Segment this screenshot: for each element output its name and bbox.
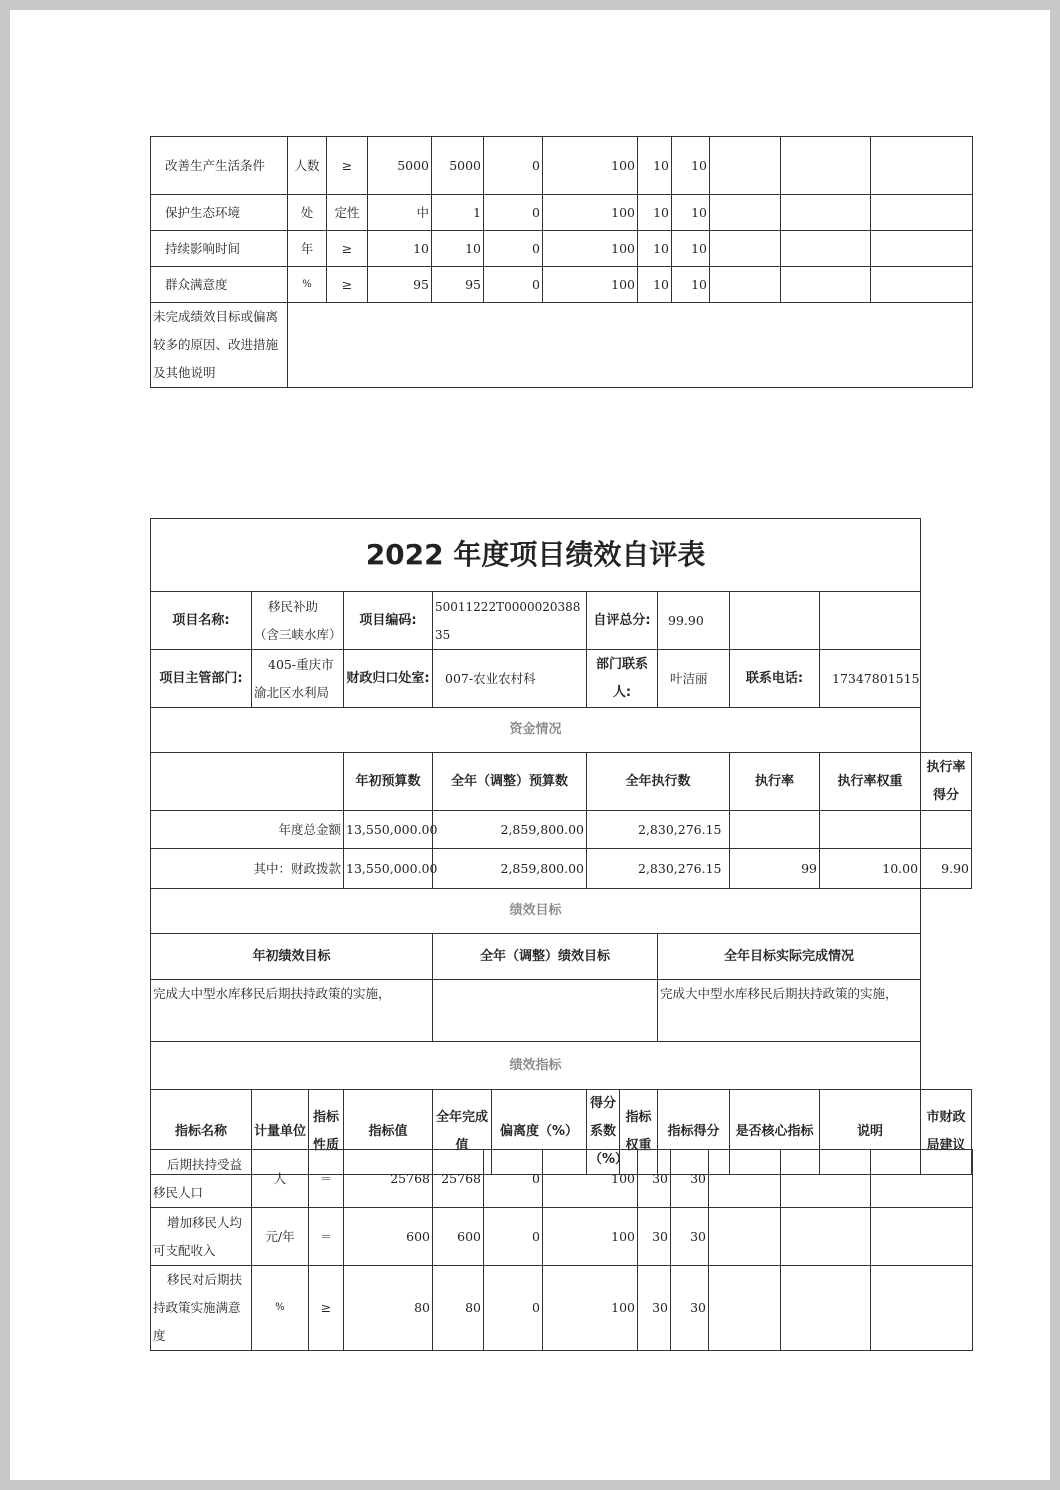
indicator-note: [781, 1150, 871, 1208]
funds-header: 执行率: [730, 753, 820, 811]
indicator-header: 指标性质: [309, 1090, 344, 1175]
indicator-nature: ≥: [327, 267, 368, 303]
dept-info-row: [151, 650, 972, 708]
funds-header: 执行率权重: [820, 753, 921, 811]
funds-section-heading: 资金情况: [151, 708, 921, 753]
indicator-score: 10: [672, 231, 710, 267]
indicator-header: 指标权重: [620, 1090, 658, 1175]
dept-label: 项目主管部门:: [151, 650, 252, 708]
indicator-deviation: 0: [484, 137, 543, 195]
indicator-target: 25768: [344, 1150, 433, 1208]
total-score-label: 自评总分:: [587, 592, 658, 650]
indicator-note: [781, 1208, 871, 1266]
indicator-name: 群众满意度: [151, 267, 288, 303]
indicator-score: 30: [671, 1208, 709, 1266]
evaluation-table: [150, 518, 972, 1175]
indicator-weight: 30: [638, 1208, 671, 1266]
funds-executed: 2,830,276.15: [587, 849, 730, 889]
indicator-suggestion: [871, 137, 973, 195]
indicators-section-heading: 绩效指标: [151, 1042, 921, 1090]
funds-budget: 13,550,000.00: [344, 811, 433, 849]
indicator-weight: 10: [638, 231, 672, 267]
indicator-header: 说明: [820, 1090, 921, 1175]
indicator-core: [709, 1266, 781, 1351]
funds-executed: 2,830,276.15: [587, 811, 730, 849]
funds-budget: 13,550,000.00: [344, 849, 433, 889]
project-name-label: 项目名称:: [151, 592, 252, 650]
indicator-weight: 30: [638, 1266, 671, 1351]
indicator-suggestion: [871, 1266, 973, 1351]
indicator-coef: 100: [543, 195, 638, 231]
finance-label: 财政归口处室:: [344, 650, 433, 708]
goals-content-row: [151, 980, 972, 1042]
indicator-deviation: 0: [484, 195, 543, 231]
indicator-deviation: 0: [484, 1266, 543, 1351]
indicator-core: [710, 267, 781, 303]
indicator-name: 改善生产生活条件: [151, 137, 288, 195]
funds-adjusted: 2,859,800.00: [433, 811, 587, 849]
funds-row-label: 其中：财政拨款: [151, 849, 344, 889]
goal-actual: 完成大中型水库移民后期扶持政策的实施，: [658, 980, 921, 1042]
indicator-weight: 10: [638, 137, 672, 195]
indicators-section-row: [151, 1042, 972, 1090]
funds-rate: 99: [730, 849, 820, 889]
phone-value: 17347801515: [820, 650, 921, 708]
indicator-name: 增加移民人均可支配收入: [151, 1208, 252, 1266]
table-row: [151, 1266, 973, 1351]
total-score-value: 99.90: [658, 592, 730, 650]
funds-header: 执行率得分: [921, 753, 972, 811]
indicator-score: 10: [672, 137, 710, 195]
indicator-nature: ＝: [309, 1208, 344, 1266]
indicator-actual: 10: [432, 231, 484, 267]
funds-section-row: [151, 708, 972, 753]
indicator-target: 中: [368, 195, 432, 231]
page-title: 2022 年度项目绩效自评表: [151, 519, 921, 592]
funds-score: 9.90: [921, 849, 972, 889]
indicator-coef: 100: [543, 1266, 638, 1351]
indicator-actual: 1: [432, 195, 484, 231]
indicator-actual: 5000: [432, 137, 484, 195]
indicator-core: [709, 1208, 781, 1266]
phone-label: 联系电话:: [730, 650, 820, 708]
indicator-unit: 人: [252, 1150, 309, 1208]
indicator-header: 指标值: [344, 1090, 433, 1175]
dept-value: 405-重庆市渝北区水利局: [252, 650, 344, 708]
indicator-deviation: 0: [484, 1208, 543, 1266]
indicator-suggestion: [871, 231, 973, 267]
indicator-unit: 元/年: [252, 1208, 309, 1266]
funds-row-label: 年度总金额: [151, 811, 344, 849]
funds-weight: 10.00: [820, 849, 921, 889]
funds-adjusted: 2,859,800.00: [433, 849, 587, 889]
funds-weight: [820, 811, 921, 849]
indicator-weight: 10: [638, 267, 672, 303]
indicator-header: 计量单位: [252, 1090, 309, 1175]
indicator-score: 10: [672, 195, 710, 231]
indicator-unit: %: [288, 267, 327, 303]
indicator-coef: 100: [543, 1208, 638, 1266]
funds-row: [151, 811, 972, 849]
indicator-suggestion: [871, 195, 973, 231]
goals-header: 年初绩效目标: [151, 934, 433, 980]
indicator-weight: 30: [638, 1150, 671, 1208]
indicator-score: 30: [671, 1266, 709, 1351]
goal-adjusted: [433, 980, 658, 1042]
project-code-label: 项目编码:: [344, 592, 433, 650]
indicator-target: 5000: [368, 137, 432, 195]
goals-header: 全年目标实际完成情况: [658, 934, 921, 980]
funds-row: [151, 849, 972, 889]
indicator-deviation: 0: [484, 1150, 543, 1208]
indicator-actual: 95: [432, 267, 484, 303]
indicator-target: 80: [344, 1266, 433, 1351]
finance-value: 007-农业农村科: [433, 650, 587, 708]
indicator-suggestion: [871, 1208, 973, 1266]
remark-label: 未完成绩效目标或偏离较多的原因、改进措施及其他说明: [151, 303, 288, 388]
indicator-target: 600: [344, 1208, 433, 1266]
indicator-coef: 100: [543, 231, 638, 267]
indicator-actual: 600: [433, 1208, 484, 1266]
indicator-core: [710, 195, 781, 231]
indicator-note: [781, 137, 871, 195]
project-info-row: [151, 592, 972, 650]
blank-cell: [151, 753, 344, 811]
table-row: [151, 231, 973, 267]
indicator-header: 是否核心指标: [730, 1090, 820, 1175]
indicator-name: 保护生态环境: [151, 195, 288, 231]
indicator-target: 95: [368, 267, 432, 303]
funds-header: 全年执行数: [587, 753, 730, 811]
funds-header: 全年（调整）预算数: [433, 753, 587, 811]
indicator-coef: 100: [543, 1150, 638, 1208]
goals-header-row: [151, 934, 972, 980]
remark-content: [288, 303, 973, 388]
indicator-actual: 25768: [433, 1150, 484, 1208]
goals-header: 全年（调整）绩效目标: [433, 934, 658, 980]
indicator-target: 10: [368, 231, 432, 267]
blank-cell: [820, 592, 921, 650]
goal-initial: 完成大中型水库移民后期扶持政策的实施，: [151, 980, 433, 1042]
contact-label: 部门联系人:: [587, 650, 658, 708]
indicator-note: [781, 1266, 871, 1351]
funds-rate: [730, 811, 820, 849]
indicator-nature: ≥: [327, 231, 368, 267]
funds-header-row: [151, 753, 972, 811]
indicator-score: 30: [671, 1150, 709, 1208]
indicator-core: [710, 231, 781, 267]
indicator-coef: 100: [543, 267, 638, 303]
title-row: [151, 519, 972, 592]
indicator-name: 后期扶持受益移民人口: [151, 1150, 252, 1208]
project-code-value: 50011222T000002038835: [433, 592, 587, 650]
goals-section-heading: 绩效目标: [151, 889, 921, 934]
indicator-score: 10: [672, 267, 710, 303]
indicator-name: 持续影响时间: [151, 231, 288, 267]
funds-header: 年初预算数: [344, 753, 433, 811]
indicator-name: 移民对后期扶持政策实施满意度: [151, 1266, 252, 1351]
indicator-unit: 人数: [288, 137, 327, 195]
indicator-nature: ＝: [309, 1150, 344, 1208]
funds-score: [921, 811, 972, 849]
indicator-unit: 年: [288, 231, 327, 267]
table-row: [151, 267, 973, 303]
indicator-note: [781, 195, 871, 231]
indicator-header: 全年完成值: [433, 1090, 492, 1175]
indicator-header: 指标名称: [151, 1090, 252, 1175]
indicator-deviation: 0: [484, 267, 543, 303]
contact-value: 叶洁丽: [658, 650, 730, 708]
indicator-nature: ≥: [309, 1266, 344, 1351]
indicator-core: [710, 137, 781, 195]
table-row: [151, 137, 973, 195]
indicator-header: 指标得分: [658, 1090, 730, 1175]
indicator-note: [781, 267, 871, 303]
project-name-value: 移民补助（含三峡水库）: [252, 592, 344, 650]
indicator-suggestion: [871, 267, 973, 303]
table-row: [151, 195, 973, 231]
table-row: [151, 1208, 973, 1266]
indicator-nature: ≥: [327, 137, 368, 195]
blank-cell: [730, 592, 820, 650]
indicator-data-table: [150, 1149, 973, 1351]
indicator-actual: 80: [433, 1266, 484, 1351]
indicator-header: 偏离度（%）: [492, 1090, 587, 1175]
indicator-deviation: 0: [484, 231, 543, 267]
indicator-coef: 100: [543, 137, 638, 195]
indicator-note: [781, 231, 871, 267]
indicator-header: 得分系数（%）: [587, 1090, 620, 1175]
remark-row: [151, 303, 973, 388]
goals-section-row: [151, 889, 972, 934]
indicator-suggestion: [871, 1150, 973, 1208]
indicator-core: [709, 1150, 781, 1208]
indicator-unit: 处: [288, 195, 327, 231]
top-indicator-table: [150, 136, 973, 388]
indicator-header: 市财政局建议: [921, 1090, 972, 1175]
indicator-unit: %: [252, 1266, 309, 1351]
indicator-weight: 10: [638, 195, 672, 231]
table-row: [151, 1150, 973, 1208]
indicator-nature: 定性: [327, 195, 368, 231]
